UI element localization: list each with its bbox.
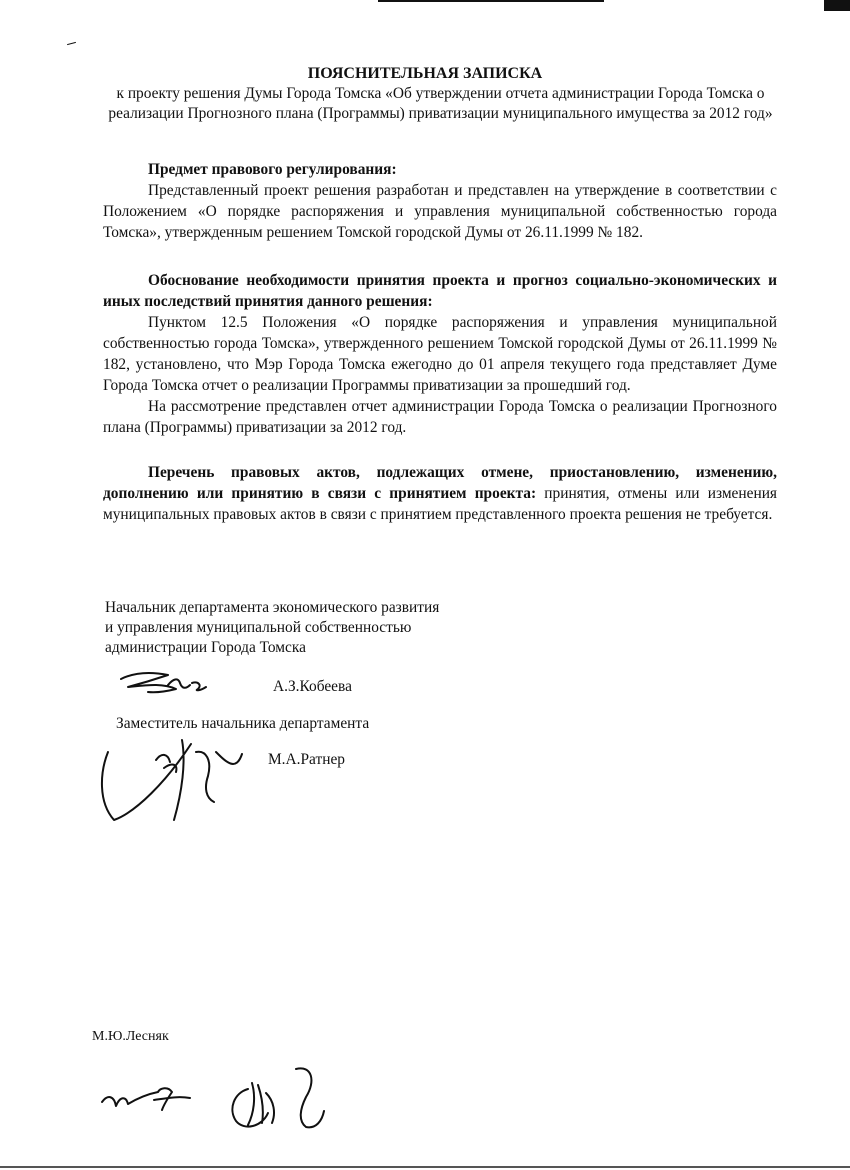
head-position-line-2: и управления муниципальной собственностью (105, 619, 412, 636)
section-regulation-heading: Предмет правового регулирования: (148, 161, 397, 178)
section-justification-paragraph-2: На рассмотрение представлен отчет администрации Города Томска о реализации Прогнозного плана (Программы) приватизации за 2012 год. (103, 398, 777, 436)
section-legal-acts (103, 462, 777, 525)
executor-signature (226, 1063, 326, 1133)
executor-name: М.Ю.Лесняк (92, 1029, 169, 1044)
section-regulation (103, 159, 777, 243)
section-regulation-text: Представленный проект решения разработан и представлен на утверждение в соответствии с Положением «О порядке распоряжения и управления муниципальной собственностью города Томска», утвержденным решением Томской городской Думы от 26.11.1999 № 182. (103, 182, 777, 241)
document-title: ПОЯСНИТЕЛЬНАЯ ЗАПИСКА (307, 65, 543, 82)
deputy-signature (96, 732, 246, 828)
head-signature (118, 665, 218, 697)
head-position-line-1: Начальник департамента экономического развития (105, 599, 440, 616)
scan-top-line (378, 0, 604, 2)
scan-dash (67, 42, 76, 45)
head-position-line-3: администрации Города Томска (105, 639, 306, 656)
document-subtitle: к проекту решения Думы Города Томска «Об утверждении отчета администрации Города Томска о реализации Прогнозного плана (Программы) приватизации муниципального имущества за 2012 год» (108, 85, 773, 122)
section-legal-acts-text: принятия, отмены или изменения муниципальных правовых актов в связи с принятием представленного проекта решения не требуется. (103, 485, 778, 523)
deputy-name: М.А.Ратнер (268, 751, 345, 768)
section-justification-heading: Обоснование необходимости принятия проекта и прогноз социально-экономических и иных последствий принятия данного решения: (103, 272, 777, 310)
deputy-position: Заместитель начальника департамента (116, 715, 370, 732)
head-name: А.З.Кобеева (273, 678, 352, 695)
section-justification-paragraph-1: Пунктом 12.5 Положения «О порядке распоряжения и управления муниципальной собственностью города Томска», утвержденного решением Томской городской Думы от 26.11.1999 № 182, установлено, что Мэр Города Томска ежегодно до 01 апреля текущего года представляет Думе Города Томска отчет о реализации Программы приватизации за прошедший год. (103, 314, 777, 394)
scan-corner-mark (824, 0, 850, 11)
scan-bottom-line (0, 1166, 850, 1168)
executor-initials-mark (98, 1084, 198, 1114)
section-legal-acts-heading: Перечень правовых актов, подлежащих отмене, приостановлению, изменению, дополнению или принятию в связи с принятием проекта: (103, 464, 777, 502)
section-justification (103, 270, 777, 438)
